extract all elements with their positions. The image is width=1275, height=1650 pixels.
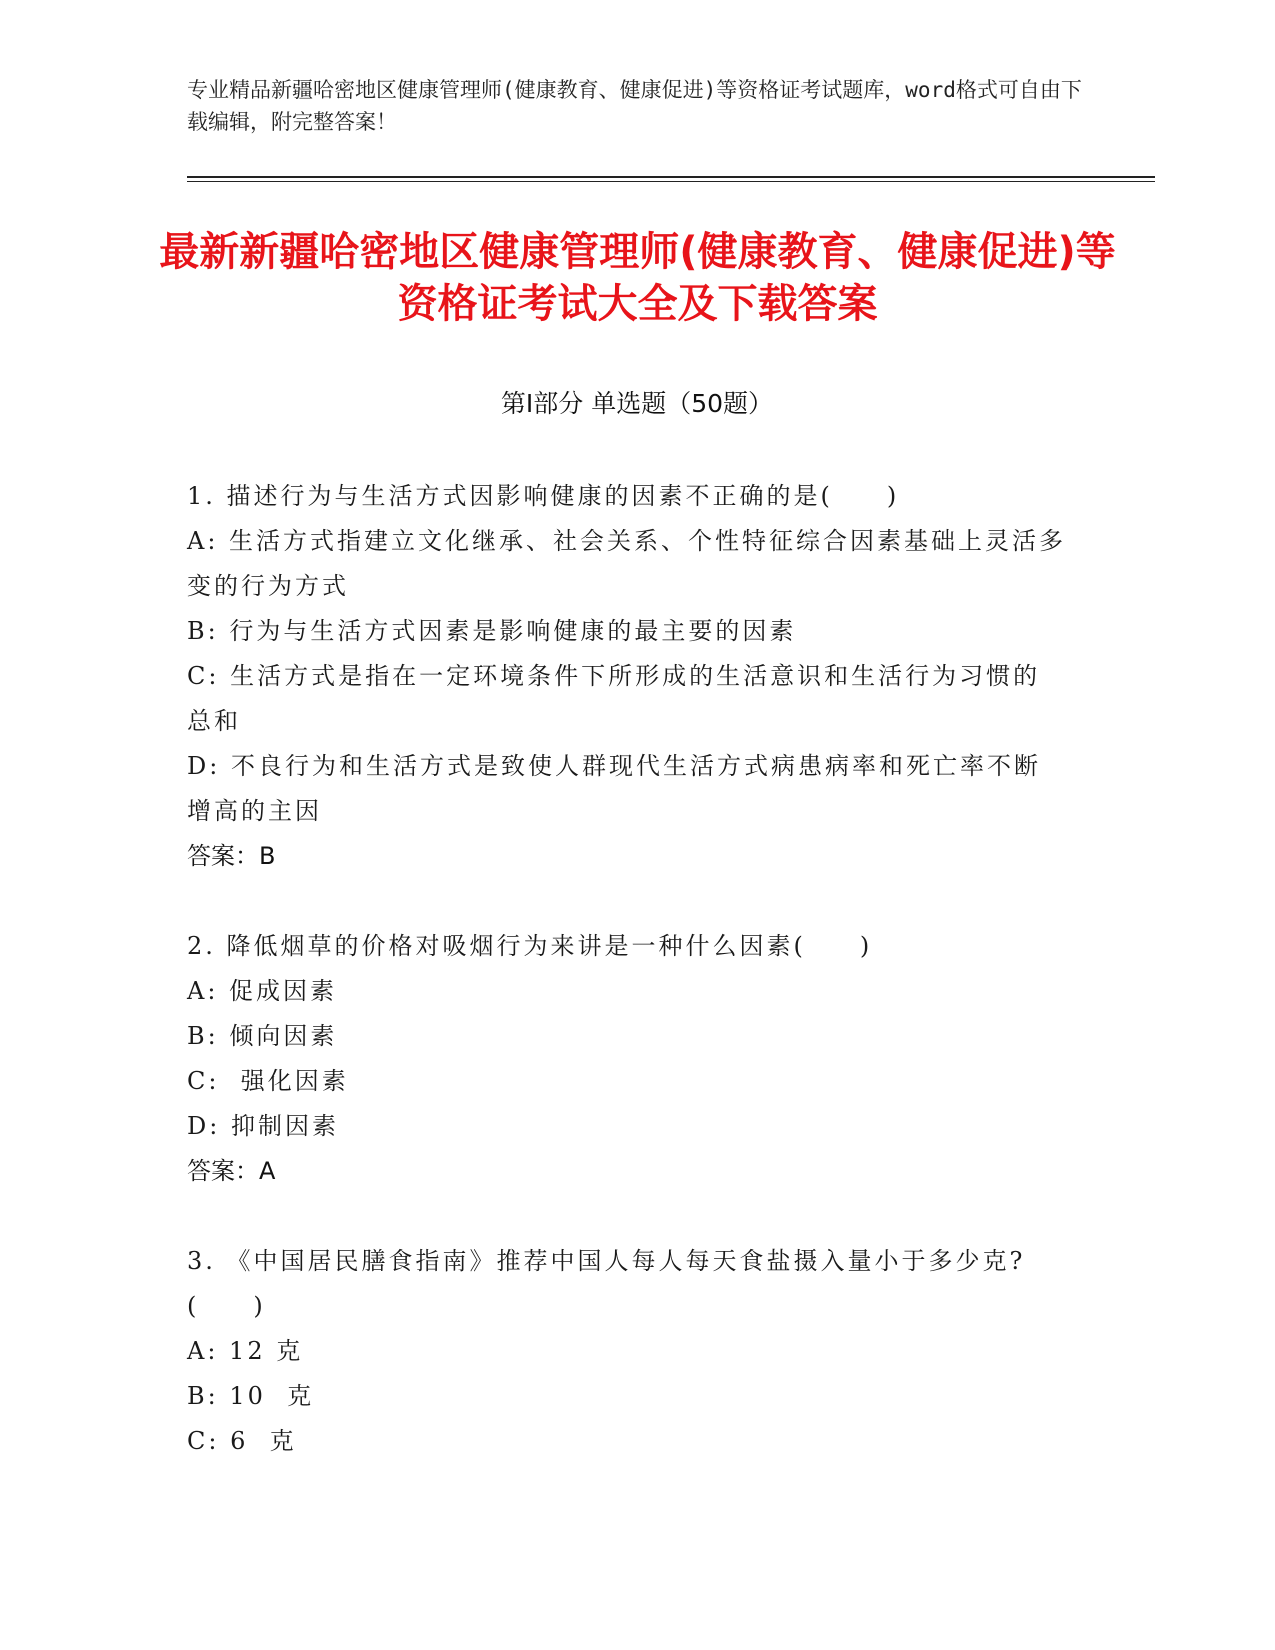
- question-1: [187, 474, 1067, 879]
- question-spacer: [187, 879, 1067, 924]
- question-option-a: A: 生活方式指建立文化继承、社会关系、个性特征综合因素基础上灵活多变的行为方式: [187, 527, 1067, 600]
- question-option-d: D: 抑制因素: [187, 1112, 339, 1140]
- header-note: 专业精品新疆哈密地区健康管理师(健康教育、健康促进)等资格证考试题库，word格式可自由下载编辑，附完整答案！: [187, 78, 1082, 134]
- header-divider-thick: [187, 176, 1155, 178]
- question-option-a: A: 12 克: [187, 1337, 304, 1365]
- question-answer: 答案：B: [187, 842, 276, 870]
- question-stem: 1. 描述行为与生活方式因影响健康的因素不正确的是( ): [187, 482, 900, 510]
- document-title: 最新新疆哈密地区健康管理师(健康教育、健康促进)等资格证考试大全及下载答案: [159, 229, 1116, 327]
- question-option-c: C: 生活方式是指在一定环境条件下所形成的生活意识和生活行为习惯的总和: [187, 662, 1041, 735]
- question-option-c: C: 强化因素: [187, 1067, 349, 1095]
- section-title: 第Ⅰ部分 单选题（50题）: [500, 389, 774, 418]
- question-option-a: A: 促成因素: [187, 977, 338, 1005]
- question-spacer: [187, 1194, 1067, 1239]
- question-option-c: C: 6 克: [187, 1427, 297, 1455]
- question-option-b: B: 行为与生活方式因素是影响健康的最主要的因素: [187, 617, 797, 645]
- question-3: [187, 1239, 1067, 1464]
- question-stem: 3. 《中国居民膳食指南》推荐中国人每人每天食盐摄入量小于多少克?( ): [187, 1247, 1026, 1320]
- header-divider-thin: [187, 181, 1155, 182]
- question-option-b: B: 10 克: [187, 1382, 315, 1410]
- question-list: [187, 474, 1067, 1464]
- question-option-b: B: 倾向因素: [187, 1022, 338, 1050]
- question-option-d: D: 不良行为和生活方式是致使人群现代生活方式病患病率和死亡率不断增高的主因: [187, 752, 1041, 825]
- question-2: [187, 924, 1067, 1194]
- question-answer: 答案：A: [187, 1157, 276, 1185]
- question-stem: 2. 降低烟草的价格对吸烟行为来讲是一种什么因素( ): [187, 932, 873, 960]
